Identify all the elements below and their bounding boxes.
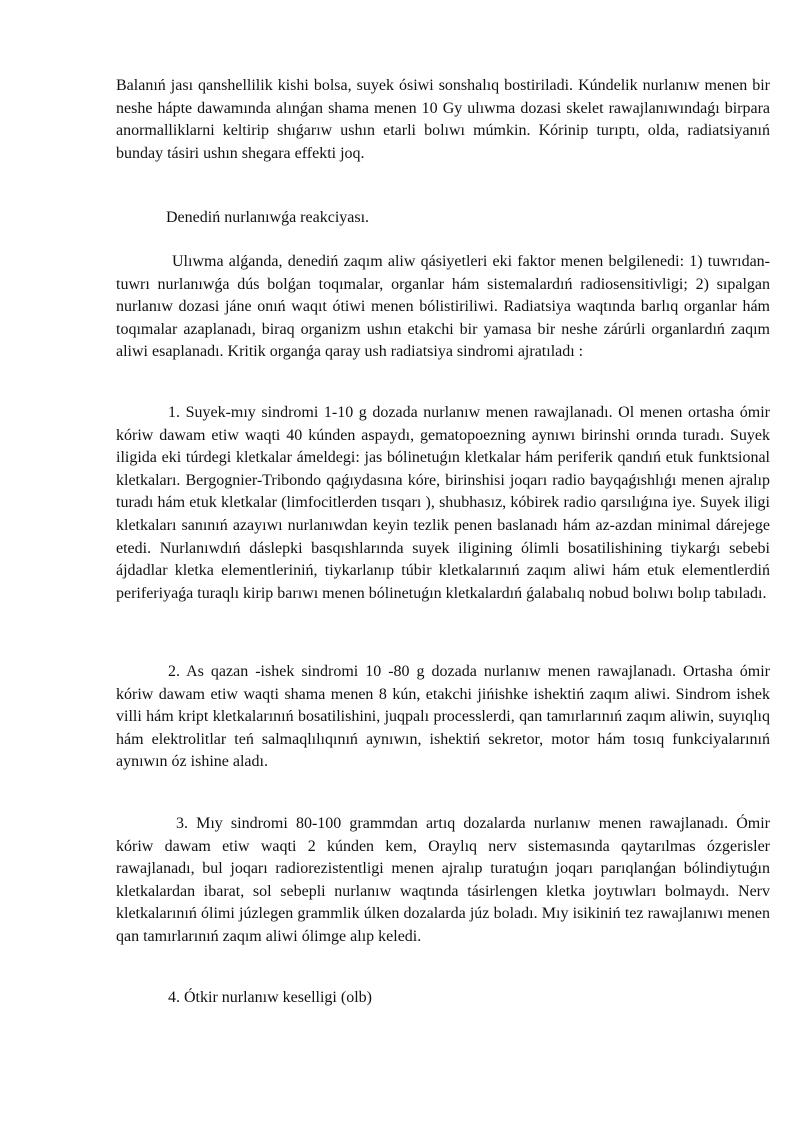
syndrome-4-block [116, 987, 770, 1010]
syndrome-2-paragraph: 2. As qazan -ishek sindromi 10 -80 g dozada nurlanıw menen rawajlanadı. Ortasha ómir kóriw dawam etiw waqti shama menen 8 kún, etakchi jińishke ishektiń zaqım aliwi. Sindrom ishek villi hám kript kletkalarınıń bosatilishini, juqpalı processlerdi, qan tamırlarınıń zaqım aliwin, suyıqlıq hám elektrolitlar teń salmaqlılıqınıń aynıwın, ishektiń sekretor, motor hám tosıq funkciyalarınıń aynıwın óz ishine aladı. [116, 663, 770, 771]
syndrome-1-block [116, 402, 770, 605]
syndrome-4-heading: 4. Ótkir nurlanıw keselligi (olb) [168, 989, 372, 1006]
section-heading-reaction: Denediń nurlanıwǵa reakciyası. [166, 209, 370, 226]
intro-paragraph-block [116, 75, 770, 165]
syndrome-3-paragraph: 3. Mıy sindromi 80-100 grammdan artıq dozalarda nurlanıw menen rawajlanadı. Ómir kóriw dawam etiw waqti 2 kúnden kem, Oraylıq nerv sistemasında qaytarılmas ózgerisler rawajlanadı, bul joqarı radiorezistentligi menen ajralıp turatuǵın joqarı parıqlanǵan bólindiytuǵın kletkalardan ibarat, sol sebepli nurlanıw waqtında tásirlengen kletka joytıwları bolmaydı. Nerv kletkalarınıń ólimi júzlegen grammlik úlken dozalarda júz boladı. Mıy isikiniń tez rawajlanıwı menen qan tamırlarınıń zaqım aliwi ólimge alıp keledi. [116, 815, 770, 945]
syndrome-3-block [116, 813, 770, 949]
syndrome-1-paragraph: 1. Suyek-mıy sindromi 1-10 g dozada nurlanıw menen rawajlanadı. Ol menen ortasha ómir kóriw dawam etiw waqti 40 kúnden aspaydı, gematopoezning aynıwı birinshi orında turadı. Suyek iligida eki túrdegi kletkalar ámeldegi: jas bólinetuǵın kletkalar hám periferik qandıń etuk funktsional kletkaları. Bergognier-Tribondo qaǵıydasına kóre, birinshisi joqarı radio bayqaǵıshlıǵı menen ajralıp turadı hám etuk kletkalar (limfocitlerden tısqarı ), shubhasız, kóbirek radio qarsılıǵına iye. Suyek iligi kletkaları sanınıń azayıwı nurlanıwdan keyin tezlik penen baslanadı hám az-azdan minimal dárejege etedi. Nurlanıwdıń dáslepki basqıshlarında suyek iligining ólimli bosatilishining tiykarǵı sebebi ájdadlar kletka elementleriniń, tiykarlanıp túbir kletkalarınıń zaqım aliwi hám etuk elementlerdiń periferiyaǵa turaqlı kirip barıwı menen bólinetuǵın kletkalardıń ǵalabalıq nobud bolıwı bolıp tabıladı. [116, 404, 770, 602]
reaction-heading-block [116, 207, 770, 230]
general-paragraph: Ulıwma alǵanda, denediń zaqım aliw qásiyetleri eki faktor menen belgilenedi: 1) tuwrıdan-tuwrı nurlanıwǵa dús bolǵan toqımalar, organlar hám sistemalardıń radiosensitivligi; 2) sıpalgan nurlanıw dozasi jáne onıń waqıt ótiwi menen bólistiriliwi. Radiatsiya waqtında barlıq organlar hám toqımalar azaplanadı, biraq organizm ushın etakchi bir yamasa bir neshe zárúrli organlardıń zaqım aliwi esaplanadı. Kritik organǵa qaray ush radiatsiya sindromi ajratıladı : [116, 253, 770, 361]
general-paragraph-block [116, 251, 770, 364]
intro-paragraph: Balanıń jası qanshellilik kishi bolsa, suyek ósiwi sonshalıq bostiriladi. Kúndelik nurlanıw menen bir neshe hápte dawamında alınǵan shama menen 10 Gy ulıwma dozasi skelet rawajlanıwındaǵı birpara anormalliklarni keltirip shıǵarıw ushın etarli bolıwı múmkin. Kórinip turıptı, olda, radiatsiyanıń bunday tásiri ushın shegara effekti joq. [116, 77, 770, 162]
syndrome-2-block [116, 661, 770, 774]
